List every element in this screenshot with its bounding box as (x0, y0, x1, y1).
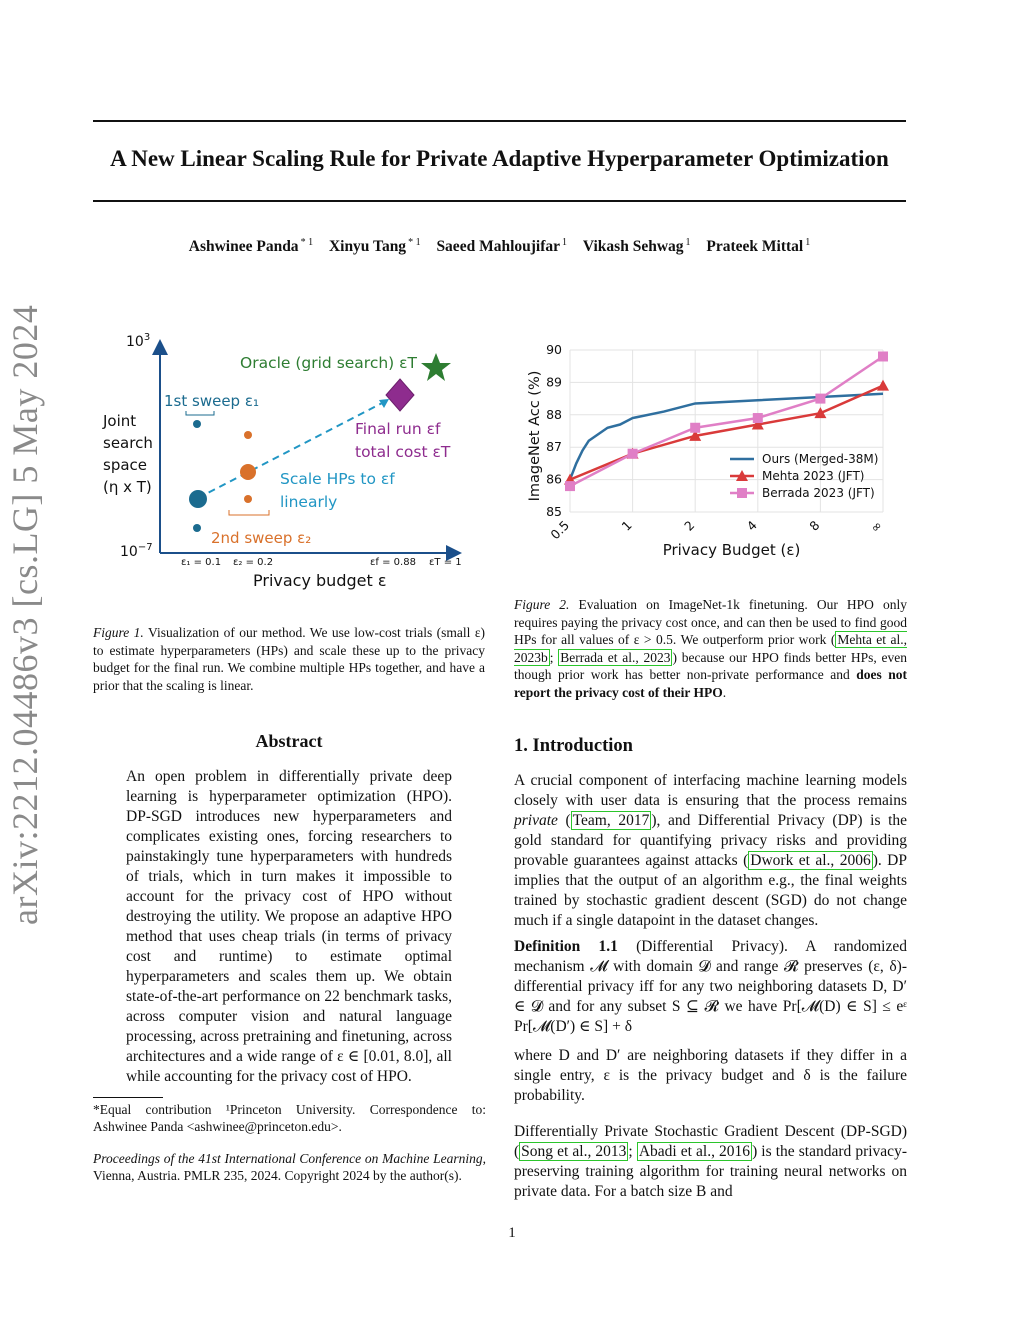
citation-link[interactable]: Team, 2017 (572, 812, 650, 829)
intro-paragraph-3: Differentially Private Stochastic Gradient Descent (DP-SGD) ( Song et al., 2013 ; Abadi et al., 2016 ) is the standard privacy-preserving training algorithm for training neural networks on private data. For a batch size B and (514, 1123, 907, 1200)
total-cost-label: total cost εT (355, 443, 451, 461)
final-run-label: Final run εf (355, 420, 441, 438)
legend-entry: Ours (Merged-38M) (762, 452, 879, 466)
footnote: *Equal contribution ¹Princeton University. Correspondence to: Ashwinee Panda <ashwinee@princeton.edu>. (93, 1102, 486, 1134)
oracle-star-icon (421, 353, 451, 381)
fig1-y-label-3: space (103, 456, 148, 474)
legend-entry: Berrada 2023 (JFT) (762, 486, 875, 500)
paper-title: A New Linear Scaling Rule for Private Adaptive Hyperparameter Optimization (110, 146, 889, 171)
title-bottom-rule (93, 200, 906, 202)
series-line (570, 356, 883, 486)
sweep2-point-best (240, 464, 256, 480)
data-point (878, 351, 888, 361)
fig1-x-tick-2: ε₂ = 0.2 (233, 557, 274, 568)
fig1-x-label: Privacy budget ε (253, 571, 387, 590)
data-point (565, 481, 575, 491)
final-run-diamond-icon (386, 379, 414, 411)
figure1-diagram (93, 325, 493, 595)
title-top-rule (93, 120, 906, 122)
chart-x-label: Privacy Budget (ε) (662, 541, 801, 559)
author: Vikash Sehwag $^1$ (582, 237, 691, 256)
citation-link[interactable]: Song et al., 2013 (521, 1143, 627, 1160)
fig1-x-tick-4: εT = 1 (429, 557, 462, 568)
citation-link[interactable]: Berrada et al., 2023 (560, 649, 671, 665)
author: Ashwinee Panda $^{* 1}$ (188, 237, 314, 256)
author: Xinyu Tang $^{* 1}$ (328, 237, 421, 256)
y-tick-label: 90 (546, 342, 562, 357)
arxiv-stamp: arXiv:2212.04486v3 [cs.LG] 5 May 2024 (5, 304, 45, 925)
figure2-chart (520, 335, 900, 565)
sweep1-bracket (186, 411, 214, 415)
x-tick-label: 2 (681, 517, 698, 534)
x-tick-label: 4 (743, 517, 760, 534)
scale-label-1: Scale HPs to εf (280, 470, 395, 488)
oracle-label: Oracle (grid search) εT (240, 354, 418, 372)
citation-link[interactable]: Mehta et al., 2023b (514, 632, 907, 665)
fig1-y-label-2: search (103, 434, 153, 452)
page-number: 1 (508, 1225, 516, 1241)
sweep2-point (244, 431, 252, 439)
chart-legend (730, 452, 878, 500)
definition-block: Definition 1.1 (Differential Privacy). A randomized mechanism 𝓜 with domain 𝓓 and range 𝓡 preserves (ε, δ)-differential privacy iff for any two neighboring datasets D, D′ ∈ 𝓓 and for any subset S ⊆ 𝓡 we have Pr[𝓜(D) ∈ S] ≤ eᵋ Pr[𝓜(D′) ∈ S] + δ (514, 938, 907, 1035)
legend-marker (737, 488, 747, 498)
sweep2-bracket (229, 510, 269, 515)
y-tick-label: 89 (546, 374, 562, 390)
proceedings-note: Proceedings of the 41st International Conference on Machine Learning, Vienna, Austria. PMLR 235, 2024. Copyright 2024 by the author(s). (93, 1151, 486, 1183)
sweep1-point (193, 420, 201, 428)
fig1-x-tick-3: εf = 0.88 (370, 557, 416, 568)
data-point (628, 449, 638, 459)
chart-y-label: ImageNet Acc (%) (527, 370, 543, 502)
intro-heading: 1. Introduction (514, 736, 633, 756)
legend-entry: Mehta 2023 (JFT) (762, 469, 865, 483)
abstract-body: An open problem in differentially private deep learning is hyperparameter optimization (HPO). DP-SGD introduces new hyperparameters and complicates existing ones, forcing researchers to painstakingly tune hyperparameters with hundreds of trials, which in turn makes it impossible to account for the privacy cost of HPO without destroying the utility. We propose an adaptive HPO method that uses cheap trials (in terms of privacy cost and runtime) to estimate optimal hyperparameters and scales them up. We obtain state-of-the-art performance on 22 benchmark tasks, across computer vision and natural language processing, across pretraining and finetuning, across architectures and a wide range of ε ∈ [0.01, 8.0], all while accounting for the privacy cost of HPO. (126, 768, 452, 1085)
fig1-x-tick-1: ε₁ = 0.1 (181, 557, 222, 568)
intro-paragraph-1: A crucial component of interfacing machine learning models closely with user data is ensuring that the process remains private ( Team, 2017 ), and Differential Privacy (DP) is the gold standard for quantifying privacy risks and providing provable guarantees against attacks ( Dwork et al., 2006 ). DP implies that the output of an algorithm e.g., the final weights trained by stochastic gradient descent (SGD) do not change much if a single datapoint in the dataset changes. (514, 772, 908, 929)
fig1-y-top: $10^3$ (126, 332, 151, 350)
author: Saeed Mahloujifar $^1$ (436, 237, 567, 256)
x-tick-label: 1 (618, 517, 635, 534)
x-tick-label: ∞ (867, 517, 886, 536)
citation-link[interactable]: Dwork et al., 2006 (750, 852, 871, 869)
sweep2-point (244, 495, 252, 503)
sweep1-point-best (189, 490, 207, 508)
figure2-caption: Figure 2. Evaluation on ImageNet-1k finetuning. Our HPO only requires paying the privacy cost once, and can then be used to find good HPs for all values of ε > 0.5. We outperform prior work ( Mehta et al., 2023b ; Berrada et al., 2023 ) because our HPO finds better HPs, even though prior work has better non-private performance and does not report the privacy cost of their HPO. (514, 597, 908, 700)
data-point (690, 423, 700, 433)
footnote-rule (93, 1097, 163, 1098)
y-tick-label: 86 (546, 471, 562, 487)
sweep1-point (193, 524, 201, 532)
x-tick-label: 0.5 (547, 517, 573, 543)
fig1-y-label-1: Joint (103, 412, 137, 430)
data-point (815, 394, 825, 404)
abstract-heading: Abstract (255, 731, 323, 751)
x-tick-label: 8 (806, 517, 823, 534)
sweep2-label: 2nd sweep ε₂ (211, 529, 312, 547)
citation-link[interactable]: Abadi et al., 2016 (638, 1143, 751, 1160)
figure1-caption: Figure 1. Visualization of our method. We use low-cost trials (small ε) to estimate hyperparameters (HPs) and scale these up to the privacy budget for the final run. We combine multiple HPs together, and have a prior that the scaling is linear. (93, 625, 485, 693)
author-list (93, 237, 906, 256)
fig1-y-label-4: (η x T) (103, 478, 152, 496)
data-point (877, 380, 889, 391)
author: Prateek Mittal $^1$ (706, 237, 811, 256)
y-tick-label: 87 (546, 439, 562, 455)
y-tick-label: 88 (546, 406, 562, 422)
intro-paragraph-2: where D and D′ are neighboring datasets if they differ in a single entry, ε is the privacy budget and δ is the failure probability. (514, 1047, 907, 1104)
sweep1-label: 1st sweep ε₁ (164, 392, 259, 410)
fig1-y-bottom: $10^{-7}$ (120, 542, 153, 560)
data-point (753, 413, 763, 423)
y-tick-label: 85 (546, 504, 562, 519)
scale-label-2: linearly (280, 493, 338, 511)
